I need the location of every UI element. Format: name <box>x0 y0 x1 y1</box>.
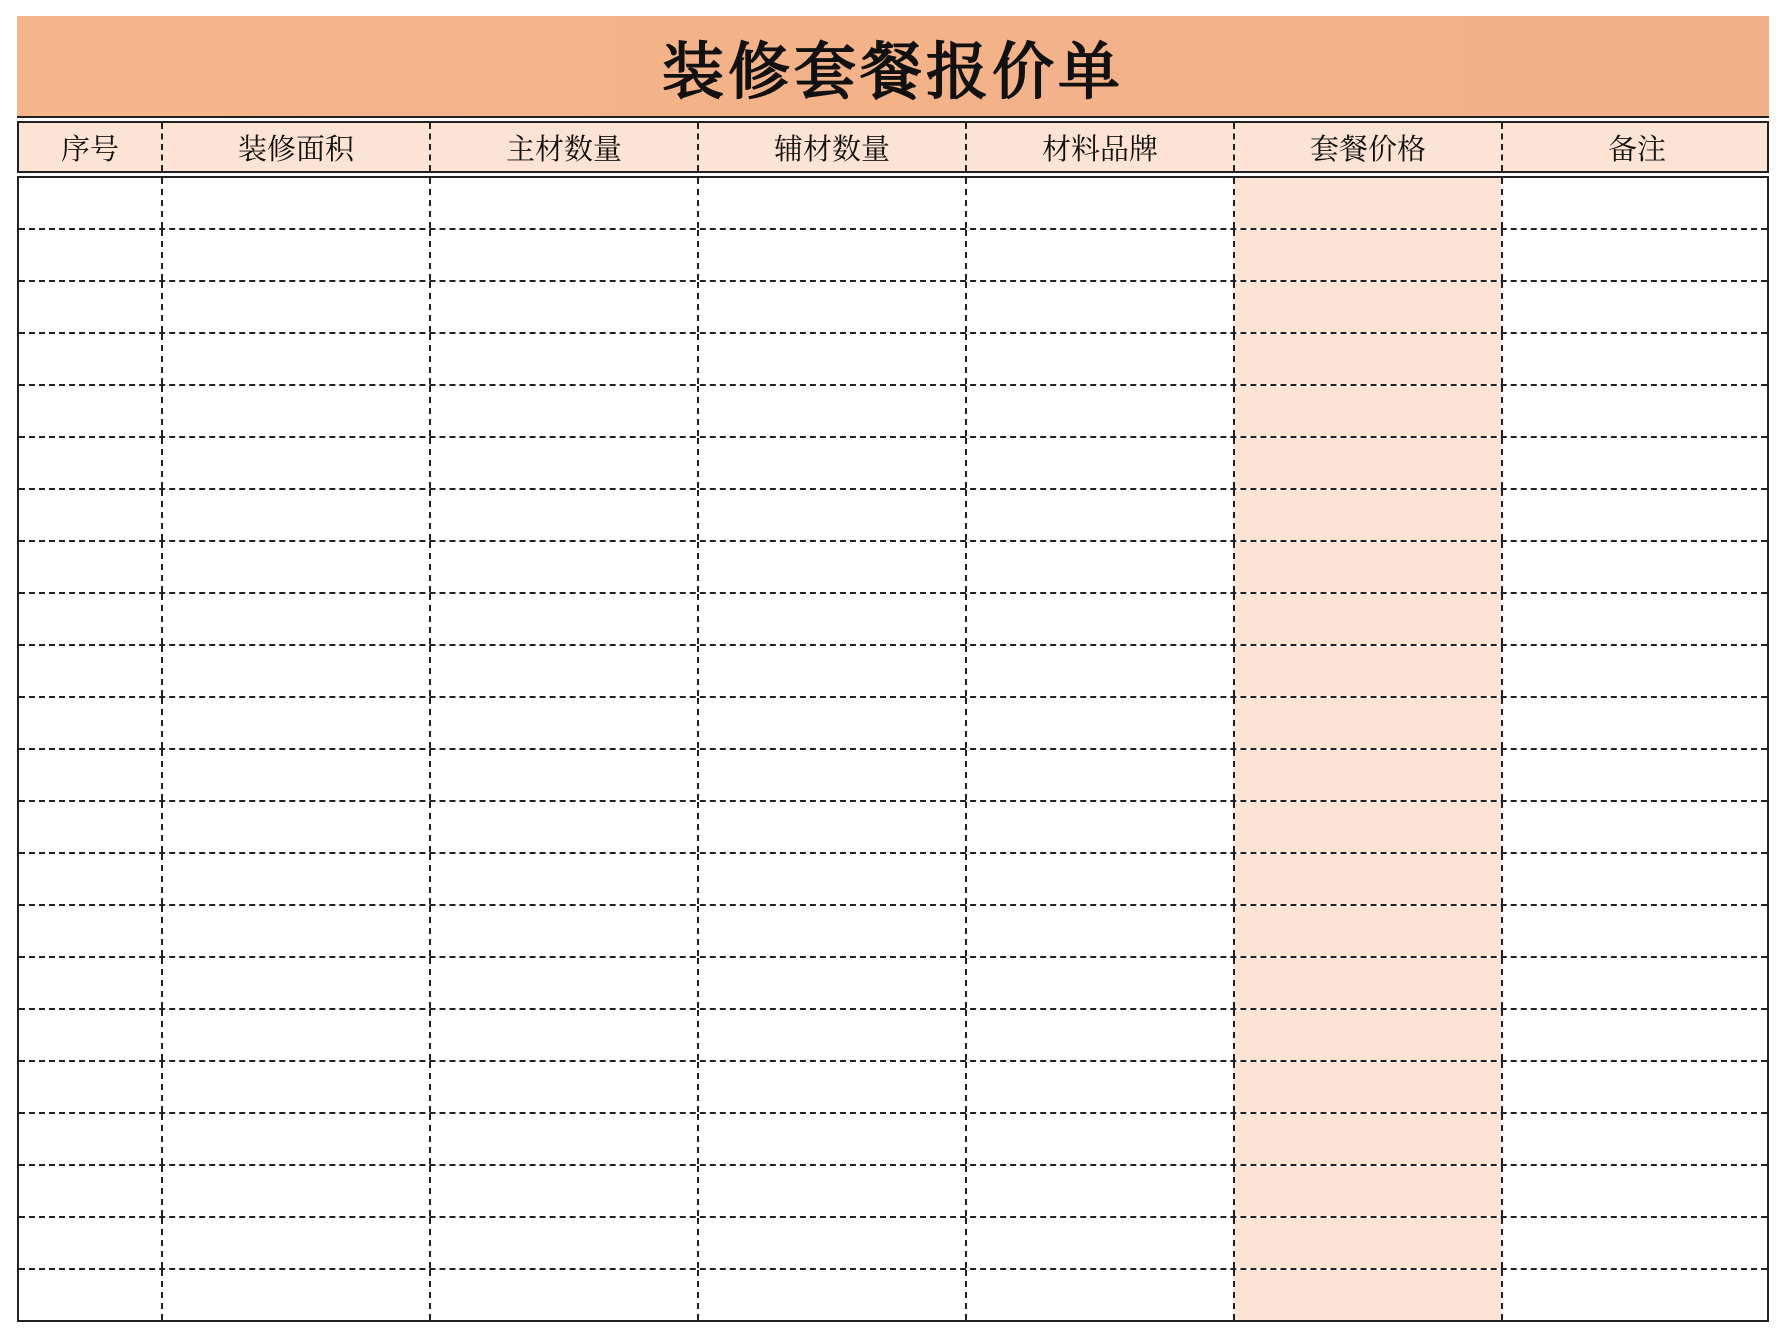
cell-area[interactable] <box>161 698 429 748</box>
cell-package-price[interactable] <box>1233 906 1501 956</box>
cell-material-brand[interactable] <box>965 958 1233 1008</box>
cell-material-brand[interactable] <box>965 282 1233 332</box>
cell-aux-material-qty[interactable] <box>697 906 965 956</box>
cell-package-price[interactable] <box>1233 594 1501 644</box>
cell-aux-material-qty[interactable] <box>697 282 965 332</box>
cell-seq[interactable] <box>19 1062 161 1112</box>
cell-seq[interactable] <box>19 230 161 280</box>
cell-remarks[interactable] <box>1501 646 1771 696</box>
cell-material-brand[interactable] <box>965 1114 1233 1164</box>
table-row <box>19 592 1767 644</box>
cell-area[interactable] <box>161 1062 429 1112</box>
table-row <box>19 228 1767 280</box>
cell-package-price[interactable] <box>1233 1010 1501 1060</box>
cell-main-material-qty[interactable] <box>429 646 697 696</box>
cell-remarks[interactable] <box>1501 1270 1771 1320</box>
cell-aux-material-qty[interactable] <box>697 646 965 696</box>
cell-main-material-qty[interactable] <box>429 1062 697 1112</box>
cell-main-material-qty[interactable] <box>429 802 697 852</box>
table-row <box>19 852 1767 904</box>
cell-material-brand[interactable] <box>965 230 1233 280</box>
table-row <box>19 696 1767 748</box>
cell-package-price[interactable] <box>1233 1114 1501 1164</box>
cell-remarks[interactable] <box>1501 1010 1771 1060</box>
cell-remarks[interactable] <box>1501 1218 1771 1268</box>
cell-seq[interactable] <box>19 490 161 540</box>
cell-main-material-qty[interactable] <box>429 750 697 800</box>
cell-aux-material-qty[interactable] <box>697 698 965 748</box>
cell-main-material-qty[interactable] <box>429 1218 697 1268</box>
table-row <box>19 540 1767 592</box>
table-row <box>19 280 1767 332</box>
cell-material-brand[interactable] <box>965 802 1233 852</box>
cell-main-material-qty[interactable] <box>429 490 697 540</box>
table-row <box>19 800 1767 852</box>
cell-package-price[interactable] <box>1233 802 1501 852</box>
cell-material-brand[interactable] <box>965 1010 1233 1060</box>
cell-main-material-qty[interactable] <box>429 958 697 1008</box>
table-row <box>19 904 1767 956</box>
cell-seq[interactable] <box>19 282 161 332</box>
cell-area[interactable] <box>161 802 429 852</box>
cell-seq[interactable] <box>19 906 161 956</box>
cell-seq[interactable] <box>19 750 161 800</box>
cell-remarks[interactable] <box>1501 1062 1771 1112</box>
table-row <box>19 1164 1767 1216</box>
cell-material-brand[interactable] <box>965 542 1233 592</box>
header-package-price: 套餐价格 <box>1233 123 1501 171</box>
cell-remarks[interactable] <box>1501 438 1771 488</box>
cell-material-brand[interactable] <box>965 1166 1233 1216</box>
cell-area[interactable] <box>161 594 429 644</box>
cell-remarks[interactable] <box>1501 958 1771 1008</box>
cell-area[interactable] <box>161 1114 429 1164</box>
cell-seq[interactable] <box>19 334 161 384</box>
cell-main-material-qty[interactable] <box>429 594 697 644</box>
cell-seq[interactable] <box>19 386 161 436</box>
cell-remarks[interactable] <box>1501 230 1771 280</box>
cell-seq[interactable] <box>19 958 161 1008</box>
cell-seq[interactable] <box>19 438 161 488</box>
table-row <box>19 1060 1767 1112</box>
cell-seq[interactable] <box>19 802 161 852</box>
cell-aux-material-qty[interactable] <box>697 1114 965 1164</box>
cell-area[interactable] <box>161 1218 429 1268</box>
cell-remarks[interactable] <box>1501 750 1771 800</box>
title-bar <box>17 16 1769 118</box>
cell-seq[interactable] <box>19 1218 161 1268</box>
cell-remarks[interactable] <box>1501 386 1771 436</box>
cell-package-price[interactable] <box>1233 1062 1501 1112</box>
cell-area[interactable] <box>161 490 429 540</box>
cell-package-price[interactable] <box>1233 230 1501 280</box>
cell-seq[interactable] <box>19 1114 161 1164</box>
cell-aux-material-qty[interactable] <box>697 1010 965 1060</box>
cell-main-material-qty[interactable] <box>429 698 697 748</box>
cell-remarks[interactable] <box>1501 802 1771 852</box>
cell-aux-material-qty[interactable] <box>697 542 965 592</box>
table-row <box>19 178 1767 228</box>
header-area: 装修面积 <box>161 123 429 171</box>
cell-area[interactable] <box>161 854 429 904</box>
cell-main-material-qty[interactable] <box>429 854 697 904</box>
cell-package-price[interactable] <box>1233 1166 1501 1216</box>
cell-material-brand[interactable] <box>965 906 1233 956</box>
cell-material-brand[interactable] <box>965 750 1233 800</box>
cell-package-price[interactable] <box>1233 750 1501 800</box>
header-seq: 序号 <box>60 131 119 166</box>
cell-package-price[interactable] <box>1233 386 1501 436</box>
cell-package-price[interactable] <box>1233 1270 1501 1320</box>
table-row <box>19 384 1767 436</box>
cell-main-material-qty[interactable] <box>429 1010 697 1060</box>
cell-area[interactable] <box>161 178 429 228</box>
header-main-material-qty: 主材数量 <box>429 123 697 171</box>
cell-remarks[interactable] <box>1501 542 1771 592</box>
cell-aux-material-qty[interactable] <box>697 178 965 228</box>
cell-area[interactable] <box>161 1010 429 1060</box>
cell-area[interactable] <box>161 646 429 696</box>
header-aux-material-qty: 辅材数量 <box>697 123 965 171</box>
table-row <box>19 436 1767 488</box>
cell-main-material-qty[interactable] <box>429 282 697 332</box>
cell-material-brand[interactable] <box>965 1218 1233 1268</box>
table-header <box>17 121 1769 173</box>
cell-material-brand[interactable] <box>965 594 1233 644</box>
cell-aux-material-qty[interactable] <box>697 1218 965 1268</box>
cell-aux-material-qty[interactable] <box>697 750 965 800</box>
cell-aux-material-qty[interactable] <box>697 958 965 1008</box>
cell-main-material-qty[interactable] <box>429 438 697 488</box>
cell-area[interactable] <box>161 906 429 956</box>
cell-package-price[interactable] <box>1233 490 1501 540</box>
cell-seq[interactable] <box>19 1166 161 1216</box>
table-row <box>19 1112 1767 1164</box>
cell-package-price[interactable] <box>1233 282 1501 332</box>
cell-remarks[interactable] <box>1501 1114 1771 1164</box>
cell-seq[interactable] <box>19 854 161 904</box>
cell-package-price[interactable] <box>1233 334 1501 384</box>
cell-area[interactable] <box>161 958 429 1008</box>
cell-package-price[interactable] <box>1233 542 1501 592</box>
cell-remarks[interactable] <box>1501 490 1771 540</box>
cell-aux-material-qty[interactable] <box>697 1062 965 1112</box>
cell-package-price[interactable] <box>1233 1218 1501 1268</box>
cell-remarks[interactable] <box>1501 854 1771 904</box>
cell-main-material-qty[interactable] <box>429 1166 697 1216</box>
cell-material-brand[interactable] <box>965 490 1233 540</box>
cell-package-price[interactable] <box>1233 178 1501 228</box>
table-row <box>19 956 1767 1008</box>
cell-remarks[interactable] <box>1501 906 1771 956</box>
header-remarks: 备注 <box>1501 123 1771 171</box>
cell-remarks[interactable] <box>1501 334 1771 384</box>
cell-main-material-qty[interactable] <box>429 1270 697 1320</box>
cell-material-brand[interactable] <box>965 646 1233 696</box>
cell-main-material-qty[interactable] <box>429 178 697 228</box>
cell-area[interactable] <box>161 282 429 332</box>
table-row <box>19 332 1767 384</box>
cell-material-brand[interactable] <box>965 438 1233 488</box>
cell-aux-material-qty[interactable] <box>697 230 965 280</box>
cell-aux-material-qty[interactable] <box>697 1270 965 1320</box>
cell-area[interactable] <box>161 438 429 488</box>
cell-package-price[interactable] <box>1233 438 1501 488</box>
cell-main-material-qty[interactable] <box>429 386 697 436</box>
cell-material-brand[interactable] <box>965 698 1233 748</box>
cell-aux-material-qty[interactable] <box>697 594 965 644</box>
cell-remarks[interactable] <box>1501 282 1771 332</box>
cell-material-brand[interactable] <box>965 1270 1233 1320</box>
cell-main-material-qty[interactable] <box>429 542 697 592</box>
cell-remarks[interactable] <box>1501 178 1771 228</box>
table-row <box>19 488 1767 540</box>
table-body <box>17 176 1769 1322</box>
cell-area[interactable] <box>161 1166 429 1216</box>
cell-package-price[interactable] <box>1233 854 1501 904</box>
cell-material-brand[interactable] <box>965 854 1233 904</box>
cell-area[interactable] <box>161 542 429 592</box>
cell-seq[interactable] <box>19 542 161 592</box>
table-row <box>19 748 1767 800</box>
cell-aux-material-qty[interactable] <box>697 854 965 904</box>
table-row <box>19 1008 1767 1060</box>
cell-main-material-qty[interactable] <box>429 1114 697 1164</box>
cell-area[interactable] <box>161 386 429 436</box>
cell-package-price[interactable] <box>1233 698 1501 748</box>
cell-package-price[interactable] <box>1233 958 1501 1008</box>
cell-material-brand[interactable] <box>965 334 1233 384</box>
cell-area[interactable] <box>161 334 429 384</box>
cell-aux-material-qty[interactable] <box>697 1166 965 1216</box>
cell-area[interactable] <box>161 230 429 280</box>
cell-main-material-qty[interactable] <box>429 230 697 280</box>
cell-aux-material-qty[interactable] <box>697 386 965 436</box>
cell-aux-material-qty[interactable] <box>697 490 965 540</box>
table-row <box>19 1268 1767 1320</box>
cell-seq[interactable] <box>19 646 161 696</box>
cell-aux-material-qty[interactable] <box>697 334 965 384</box>
cell-remarks[interactable] <box>1501 594 1771 644</box>
cell-aux-material-qty[interactable] <box>697 438 965 488</box>
cell-seq[interactable] <box>19 1010 161 1060</box>
cell-remarks[interactable] <box>1501 698 1771 748</box>
page-title: 装修套餐报价单 <box>661 34 1124 108</box>
cell-package-price[interactable] <box>1233 646 1501 696</box>
cell-material-brand[interactable] <box>965 178 1233 228</box>
cell-area[interactable] <box>161 750 429 800</box>
cell-material-brand[interactable] <box>965 1062 1233 1112</box>
cell-seq[interactable] <box>19 594 161 644</box>
cell-material-brand[interactable] <box>965 386 1233 436</box>
cell-seq[interactable] <box>19 178 161 228</box>
cell-aux-material-qty[interactable] <box>697 802 965 852</box>
cell-area[interactable] <box>161 1270 429 1320</box>
cell-main-material-qty[interactable] <box>429 334 697 384</box>
cell-seq[interactable] <box>19 1270 161 1320</box>
table-row <box>19 644 1767 696</box>
cell-remarks[interactable] <box>1501 1166 1771 1216</box>
quotation-sheet <box>17 16 1769 1322</box>
cell-main-material-qty[interactable] <box>429 906 697 956</box>
table-row <box>19 1216 1767 1268</box>
header-material-brand: 材料品牌 <box>965 123 1233 171</box>
cell-seq[interactable] <box>19 698 161 748</box>
